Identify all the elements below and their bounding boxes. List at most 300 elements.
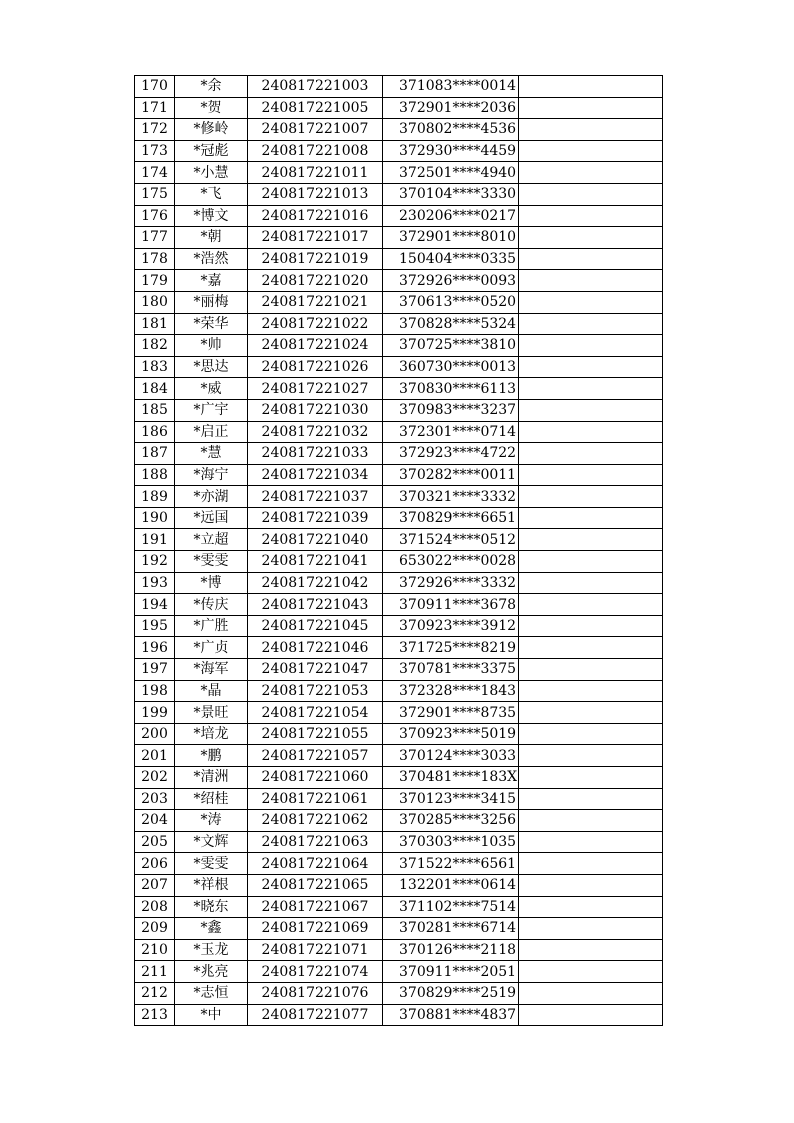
id-number-cell — [383, 313, 519, 335]
exam-number: 240817221030 — [261, 402, 369, 419]
note-cell — [519, 659, 663, 681]
candidate-name: *博文 — [193, 207, 229, 224]
exam-number-cell — [248, 702, 383, 724]
name-cell — [175, 378, 248, 400]
table-row — [135, 76, 663, 98]
id-number: 653022****0028 — [399, 553, 517, 570]
name-cell — [175, 788, 248, 810]
table-row — [135, 507, 663, 529]
name-cell — [175, 594, 248, 616]
row-number-cell — [135, 529, 175, 551]
name-cell — [175, 140, 248, 162]
id-number-cell — [383, 443, 519, 465]
id-number: 370828****5324 — [399, 315, 517, 332]
id-number: 370923****5019 — [399, 726, 517, 743]
id-number: 370802****4536 — [399, 121, 517, 138]
note-cell — [519, 1004, 663, 1026]
id-number-cell — [383, 76, 519, 98]
exam-number-cell — [248, 464, 383, 486]
id-number-cell — [383, 853, 519, 875]
candidate-name: *冠彪 — [193, 143, 229, 160]
table-row — [135, 486, 663, 508]
id-number-cell — [383, 529, 519, 551]
exam-number-cell — [248, 594, 383, 616]
id-number-cell — [383, 335, 519, 357]
id-number: 370923****3912 — [399, 618, 517, 635]
id-number: 370285****3256 — [399, 812, 517, 829]
exam-number: 240817221019 — [261, 251, 369, 268]
note-cell — [519, 421, 663, 443]
row-number-cell — [135, 810, 175, 832]
exam-number: 240817221033 — [261, 445, 369, 462]
candidate-name: *亦湖 — [193, 488, 229, 505]
table-row — [135, 335, 663, 357]
candidate-name: *贺 — [200, 99, 222, 116]
table-row — [135, 723, 663, 745]
row-number: 193 — [141, 574, 168, 591]
name-cell — [175, 982, 248, 1004]
row-number: 187 — [141, 445, 168, 462]
candidate-name: *雯雯 — [193, 553, 229, 570]
id-number: 372930****4459 — [399, 143, 517, 160]
row-number-cell — [135, 961, 175, 983]
id-number-cell — [383, 378, 519, 400]
row-number: 208 — [141, 898, 168, 915]
id-number-cell — [383, 615, 519, 637]
note-cell — [519, 680, 663, 702]
row-number: 203 — [141, 790, 168, 807]
candidate-name: *景旺 — [193, 704, 229, 721]
name-cell — [175, 529, 248, 551]
id-number: 370123****3415 — [399, 790, 517, 807]
row-number-cell — [135, 162, 175, 184]
exam-number-cell — [248, 961, 383, 983]
row-number: 194 — [141, 596, 168, 613]
table-row — [135, 356, 663, 378]
row-number-cell — [135, 874, 175, 896]
candidate-name: *广胜 — [193, 618, 229, 635]
id-number: 372301****0714 — [399, 423, 517, 440]
id-number-cell — [383, 874, 519, 896]
row-number-cell — [135, 399, 175, 421]
row-number-cell — [135, 270, 175, 292]
name-cell — [175, 183, 248, 205]
id-number: 370613****0520 — [399, 294, 517, 311]
row-number: 200 — [141, 726, 168, 743]
table-row — [135, 270, 663, 292]
exam-number-cell — [248, 119, 383, 141]
id-number-cell — [383, 745, 519, 767]
exam-number-cell — [248, 572, 383, 594]
name-cell — [175, 810, 248, 832]
row-number: 186 — [141, 423, 168, 440]
row-number: 188 — [141, 466, 168, 483]
table-row — [135, 529, 663, 551]
row-number-cell — [135, 248, 175, 270]
row-number-cell — [135, 831, 175, 853]
table-row — [135, 810, 663, 832]
candidate-name: *清洲 — [193, 769, 229, 786]
name-cell — [175, 119, 248, 141]
row-number-cell — [135, 507, 175, 529]
candidate-name: *文辉 — [193, 834, 229, 851]
exam-number: 240817221046 — [261, 639, 369, 656]
row-number-cell — [135, 745, 175, 767]
candidate-name: *绍桂 — [193, 790, 229, 807]
row-number-cell — [135, 767, 175, 789]
exam-number: 240817221063 — [261, 834, 369, 851]
row-number-cell — [135, 918, 175, 940]
exam-number-cell — [248, 313, 383, 335]
exam-number: 240817221057 — [261, 747, 369, 764]
row-number: 184 — [141, 380, 168, 397]
exam-number: 240817221021 — [261, 294, 369, 311]
id-number: 371524****0512 — [399, 531, 517, 548]
name-cell — [175, 421, 248, 443]
name-cell — [175, 1004, 248, 1026]
table-row — [135, 659, 663, 681]
name-cell — [175, 637, 248, 659]
id-number-cell — [383, 723, 519, 745]
id-number: 370911****2051 — [399, 963, 517, 980]
note-cell — [519, 313, 663, 335]
candidate-name: *中 — [200, 1006, 222, 1023]
candidate-name: *威 — [200, 380, 222, 397]
candidate-name: *远国 — [193, 510, 229, 527]
id-number: 372901****8010 — [399, 229, 517, 246]
name-cell — [175, 896, 248, 918]
exam-number: 240817221071 — [261, 942, 369, 959]
id-number: 370321****3332 — [399, 488, 517, 505]
exam-number-cell — [248, 399, 383, 421]
exam-number-cell — [248, 162, 383, 184]
note-cell — [519, 162, 663, 184]
exam-number-cell — [248, 853, 383, 875]
table-row — [135, 291, 663, 313]
exam-number: 240817221060 — [261, 769, 369, 786]
table-row — [135, 421, 663, 443]
row-number-cell — [135, 939, 175, 961]
row-number: 213 — [141, 1006, 168, 1023]
candidate-name: *鑫 — [200, 920, 222, 937]
row-number-cell — [135, 76, 175, 98]
exam-number: 240817221054 — [261, 704, 369, 721]
name-cell — [175, 291, 248, 313]
note-cell — [519, 486, 663, 508]
row-number-cell — [135, 421, 175, 443]
name-cell — [175, 486, 248, 508]
id-number: 370725****3810 — [399, 337, 517, 354]
table-row — [135, 853, 663, 875]
exam-number-cell — [248, 745, 383, 767]
id-number-cell — [383, 551, 519, 573]
note-cell — [519, 918, 663, 940]
candidate-name: *嘉 — [200, 272, 222, 289]
id-number: 371102****7514 — [399, 898, 517, 915]
table-row — [135, 680, 663, 702]
name-cell — [175, 961, 248, 983]
name-cell — [175, 205, 248, 227]
exam-number: 240817221020 — [261, 272, 369, 289]
row-number: 174 — [141, 164, 168, 181]
row-number: 190 — [141, 510, 168, 527]
exam-number: 240817221053 — [261, 682, 369, 699]
row-number-cell — [135, 551, 175, 573]
roster-table-body — [135, 76, 663, 1026]
id-number-cell — [383, 594, 519, 616]
name-cell — [175, 939, 248, 961]
name-cell — [175, 551, 248, 573]
id-number: 360730****0013 — [399, 359, 517, 376]
table-row — [135, 702, 663, 724]
exam-number-cell — [248, 486, 383, 508]
row-number-cell — [135, 183, 175, 205]
exam-number: 240817221026 — [261, 359, 369, 376]
id-number-cell — [383, 918, 519, 940]
row-number: 176 — [141, 207, 168, 224]
row-number-cell — [135, 335, 175, 357]
table-row — [135, 831, 663, 853]
row-number-cell — [135, 788, 175, 810]
id-number-cell — [383, 961, 519, 983]
candidate-name: *传庆 — [193, 596, 229, 613]
exam-number: 240817221055 — [261, 726, 369, 743]
note-cell — [519, 939, 663, 961]
exam-number-cell — [248, 356, 383, 378]
note-cell — [519, 702, 663, 724]
id-number-cell — [383, 507, 519, 529]
name-cell — [175, 97, 248, 119]
id-number: 372901****8735 — [399, 704, 517, 721]
exam-number: 240817221024 — [261, 337, 369, 354]
candidate-name: *鹏 — [200, 747, 222, 764]
note-cell — [519, 119, 663, 141]
candidate-name: *雯雯 — [193, 855, 229, 872]
note-cell — [519, 356, 663, 378]
row-number-cell — [135, 140, 175, 162]
row-number: 189 — [141, 488, 168, 505]
exam-number: 240817221067 — [261, 898, 369, 915]
id-number: 370281****6714 — [399, 920, 517, 937]
exam-number-cell — [248, 896, 383, 918]
id-number-cell — [383, 162, 519, 184]
table-row — [135, 464, 663, 486]
id-number: 370911****3678 — [399, 596, 517, 613]
candidate-name: *晶 — [200, 682, 222, 699]
id-number-cell — [383, 680, 519, 702]
name-cell — [175, 356, 248, 378]
exam-number: 240817221047 — [261, 661, 369, 678]
candidate-name: *朝 — [200, 229, 222, 246]
exam-number-cell — [248, 874, 383, 896]
id-number-cell — [383, 810, 519, 832]
candidate-name: *帅 — [200, 337, 222, 354]
roster-table — [134, 75, 663, 1026]
name-cell — [175, 723, 248, 745]
table-row — [135, 551, 663, 573]
row-number-cell — [135, 572, 175, 594]
exam-number-cell — [248, 551, 383, 573]
name-cell — [175, 745, 248, 767]
row-number: 204 — [141, 812, 168, 829]
id-number: 370829****2519 — [399, 985, 517, 1002]
name-cell — [175, 702, 248, 724]
row-number: 170 — [141, 78, 168, 95]
exam-number: 240817221011 — [261, 164, 369, 181]
candidate-name: *兆亮 — [193, 963, 229, 980]
name-cell — [175, 615, 248, 637]
candidate-name: *立超 — [193, 531, 229, 548]
exam-number-cell — [248, 183, 383, 205]
id-number-cell — [383, 939, 519, 961]
table-row — [135, 594, 663, 616]
id-number-cell — [383, 637, 519, 659]
exam-number: 240817221017 — [261, 229, 369, 246]
note-cell — [519, 291, 663, 313]
exam-number-cell — [248, 205, 383, 227]
id-number-cell — [383, 464, 519, 486]
candidate-name: *广贞 — [193, 639, 229, 656]
exam-number-cell — [248, 680, 383, 702]
note-cell — [519, 982, 663, 1004]
name-cell — [175, 874, 248, 896]
exam-number: 240817221039 — [261, 510, 369, 527]
candidate-name: *晓东 — [193, 898, 229, 915]
id-number: 372501****4940 — [399, 164, 517, 181]
name-cell — [175, 659, 248, 681]
row-number-cell — [135, 227, 175, 249]
note-cell — [519, 637, 663, 659]
exam-number: 240817221076 — [261, 985, 369, 1002]
note-cell — [519, 831, 663, 853]
row-number-cell — [135, 659, 175, 681]
candidate-name: *涛 — [200, 812, 222, 829]
row-number-cell — [135, 443, 175, 465]
note-cell — [519, 270, 663, 292]
id-number: 370303****1035 — [399, 834, 517, 851]
name-cell — [175, 464, 248, 486]
row-number-cell — [135, 723, 175, 745]
table-row — [135, 572, 663, 594]
candidate-name: *祥根 — [193, 877, 229, 894]
candidate-name: *志恒 — [193, 985, 229, 1002]
row-number: 191 — [141, 531, 168, 548]
note-cell — [519, 788, 663, 810]
name-cell — [175, 270, 248, 292]
table-row — [135, 97, 663, 119]
note-cell — [519, 76, 663, 98]
exam-number-cell — [248, 529, 383, 551]
note-cell — [519, 507, 663, 529]
note-cell — [519, 464, 663, 486]
id-number-cell — [383, 982, 519, 1004]
exam-number-cell — [248, 615, 383, 637]
exam-number: 240817221032 — [261, 423, 369, 440]
table-row — [135, 637, 663, 659]
id-number-cell — [383, 140, 519, 162]
id-number-cell — [383, 486, 519, 508]
row-number-cell — [135, 853, 175, 875]
id-number: 372926****3332 — [399, 574, 517, 591]
exam-number: 240817221041 — [261, 553, 369, 570]
exam-number-cell — [248, 270, 383, 292]
candidate-name: *浩然 — [193, 251, 229, 268]
row-number: 199 — [141, 704, 168, 721]
name-cell — [175, 399, 248, 421]
id-number-cell — [383, 767, 519, 789]
note-cell — [519, 443, 663, 465]
table-row — [135, 896, 663, 918]
id-number: 230206****0217 — [399, 207, 517, 224]
name-cell — [175, 335, 248, 357]
id-number-cell — [383, 896, 519, 918]
id-number: 370881****4837 — [399, 1006, 517, 1023]
row-number-cell — [135, 378, 175, 400]
id-number: 370104****3330 — [399, 186, 517, 203]
name-cell — [175, 443, 248, 465]
table-row — [135, 227, 663, 249]
note-cell — [519, 399, 663, 421]
table-row — [135, 162, 663, 184]
candidate-name: *玉龙 — [193, 942, 229, 959]
note-cell — [519, 745, 663, 767]
table-row — [135, 205, 663, 227]
table-row — [135, 183, 663, 205]
exam-number: 240817221043 — [261, 596, 369, 613]
row-number: 197 — [141, 661, 168, 678]
row-number: 171 — [141, 99, 168, 116]
table-row — [135, 443, 663, 465]
note-cell — [519, 227, 663, 249]
exam-number: 240817221069 — [261, 920, 369, 937]
row-number-cell — [135, 1004, 175, 1026]
id-number: 370983****3237 — [399, 402, 517, 419]
table-row — [135, 767, 663, 789]
row-number-cell — [135, 594, 175, 616]
id-number-cell — [383, 356, 519, 378]
id-number-cell — [383, 291, 519, 313]
candidate-name: *启正 — [193, 423, 229, 440]
table-row — [135, 399, 663, 421]
name-cell — [175, 680, 248, 702]
exam-number: 240817221042 — [261, 574, 369, 591]
id-number: 370126****2118 — [399, 942, 517, 959]
note-cell — [519, 615, 663, 637]
table-row — [135, 788, 663, 810]
candidate-name: *慧 — [200, 445, 222, 462]
note-cell — [519, 529, 663, 551]
name-cell — [175, 831, 248, 853]
row-number-cell — [135, 464, 175, 486]
row-number: 209 — [141, 920, 168, 937]
note-cell — [519, 961, 663, 983]
id-number-cell — [383, 1004, 519, 1026]
row-number-cell — [135, 313, 175, 335]
table-row — [135, 248, 663, 270]
table-row — [135, 119, 663, 141]
exam-number-cell — [248, 982, 383, 1004]
exam-number-cell — [248, 227, 383, 249]
exam-number-cell — [248, 76, 383, 98]
exam-number: 240817221022 — [261, 315, 369, 332]
row-number: 172 — [141, 121, 168, 138]
exam-number: 240817221007 — [261, 121, 369, 138]
exam-number: 240817221045 — [261, 618, 369, 635]
exam-number-cell — [248, 810, 383, 832]
name-cell — [175, 162, 248, 184]
note-cell — [519, 767, 663, 789]
row-number-cell — [135, 702, 175, 724]
